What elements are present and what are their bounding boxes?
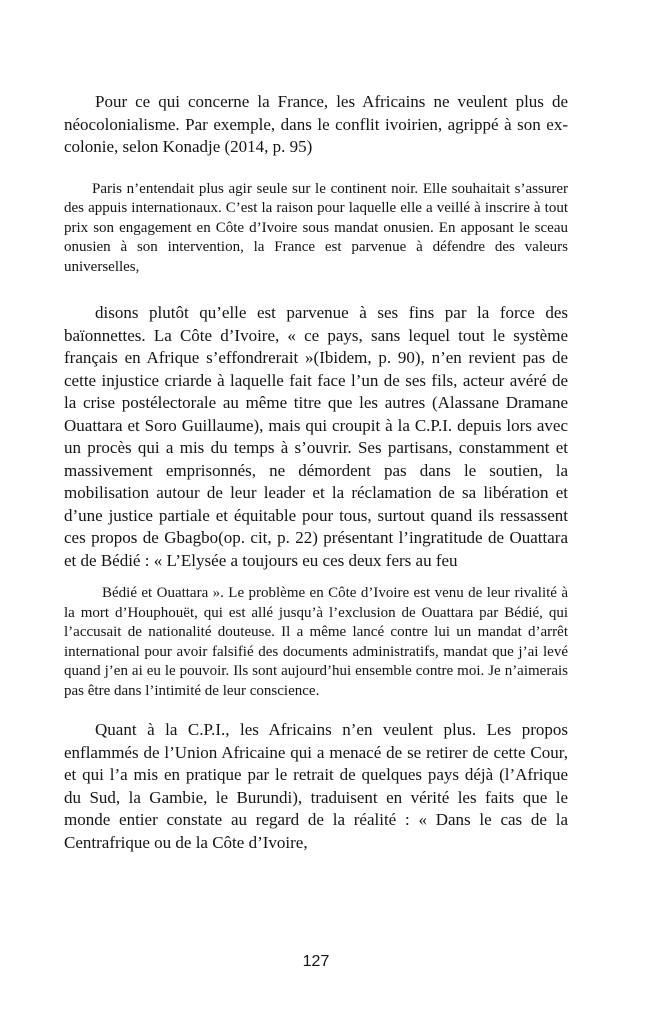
paragraph-cpi: Quant à la C.P.I., les Africains n’en veulent plus. Les propos enflammés de l’Union Africaine qui a menacé de se retirer de cette Cour, et qui l’a mis en pratique par le retrait de quelques pays déjà (l’Afrique du Sud, la Gambie, le Burundi), traduisent en vérité les faits que le monde entier constate au regard de la réalité : « Dans le cas de la Centrafrique ou de la Côte d’Ivoire, <box>64 720 568 852</box>
block-quote-gbagbo: Bédié et Ouattara ». Le problème en Côte d’Ivoire est venu de leur rivalité à la mort d’Houphouët, qui est allé jusqu’à l’exclusion de Ouattara par Bédié, qui l’accusait de nationalité douteuse. Il a même lancé contre lui un mandat d’arrêt international pour avoir falsifié des documents administratifs, mandat que j’ai levé quand j’en ai eu le pouvoir. Ils sont aujourd’hui ensemble contre moi. Je n’aimerais pas être dans l’intimité de leur conscience. <box>64 585 568 699</box>
block-quote-konadje: Paris n’entendait plus agir seule sur le continent noir. Elle souhaitait s’assurer des appuis internationaux. C’est la raison pour laquelle elle a veillé à inscrire à tout prix son engagement en Côte d’Ivoire sous mandat onusien. En apposant le sceau onusien à son intervention, la France est parvenue à défendre des valeurs universelles, <box>64 180 568 275</box>
page-number: 127 <box>302 953 330 970</box>
paragraph-commentary: disons plutôt qu’elle est parvenue à ses fins par la force des baïonnettes. La Côte d’Ivoire, « ce pays, sans lequel tout le système français en Afrique s’effondrerait »(Ibidem, p. 90), n’en revient pas de cette injustice criarde à laquelle fait face l’un de ses fils, acteur avéré de la crise postélectorale au même titre que les autres (Alassane Dramane Ouattara et Soro Guillaume), mais qui croupit à la C.P.I. depuis lors avec un procès qui a mis du temps à s’ouvrir. Ses partisans, constamment et massivement emprisonnés, ne démordent pas dans le soutien, la mobilisation autour de leur leader et la réclamation de sa libération et d’une justice partiale et équitable pour tous, surtout quand ils ressassent ces propos de Gbagbo(op. cit, p. 22) présentant l’ingratitude de Ouattara et de Bédié : « L’Elysée a toujours eu ces deux fers au feu <box>64 303 568 570</box>
paragraph-intro: Pour ce qui concerne la France, les Africains ne veulent plus de néocolonialisme. Par exemple, dans le conflit ivoirien, agrippé à son ex-colonie, selon Konadje (2014, p. 95) <box>64 92 568 156</box>
